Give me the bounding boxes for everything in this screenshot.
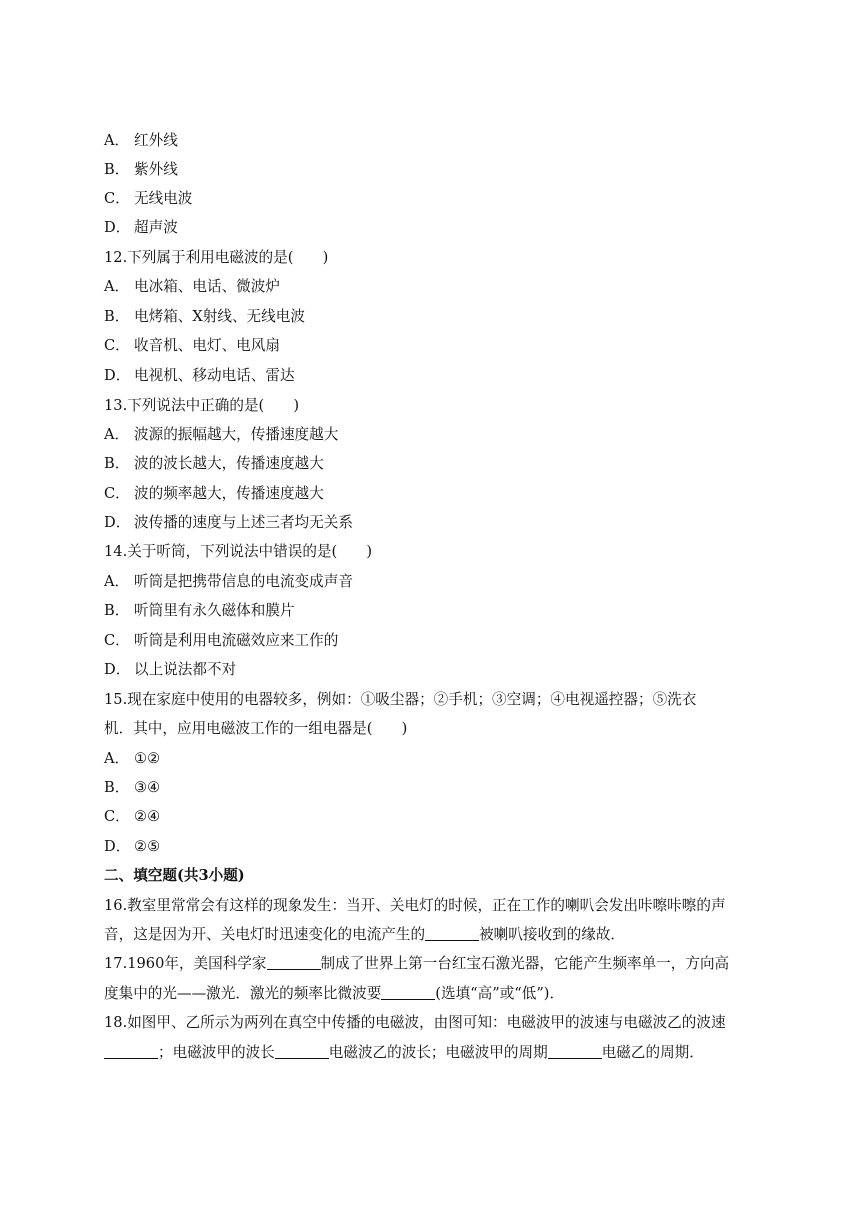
option-letter: B． [104, 455, 130, 472]
option-text: 电烤箱、X射线、无线电波 [134, 308, 305, 325]
option-text: 听筒是把携带信息的电流变成声音 [134, 573, 353, 590]
q12-option-b [104, 307, 305, 327]
option-letter: C． [104, 808, 130, 825]
q18-text-c: 电磁乙的周期． [601, 1044, 704, 1061]
q16-line2 [104, 925, 625, 945]
option-text: ③④ [134, 779, 161, 796]
fill-blank[interactable] [275, 1043, 329, 1059]
q14-option-d [104, 660, 236, 680]
q13-option-a [104, 425, 338, 445]
option-text: 无线电波 [134, 190, 193, 207]
option-text: 听筒是利用电流磁效应来工作的 [134, 632, 339, 649]
option-letter: B． [104, 161, 130, 178]
q11-option-d [104, 218, 178, 238]
option-letter: C． [104, 337, 130, 354]
fill-blank[interactable] [104, 1043, 158, 1059]
option-text: 波的频率越大，传播速度越大 [134, 485, 324, 502]
q14-option-b [104, 601, 295, 621]
option-letter: A． [104, 278, 130, 295]
q18-line1: 18.如图甲、乙所示为两列在真空中传播的电磁波，由图可知：电磁波甲的波速与电磁波乙的波速 [104, 1014, 726, 1031]
q14-option-c [104, 631, 338, 651]
option-letter: C． [104, 485, 130, 502]
option-letter: B． [104, 779, 130, 796]
option-letter: A． [104, 750, 130, 767]
option-text: 听筒里有永久磁体和膜片 [134, 602, 295, 619]
q15-stem-line1: 15.现在家庭中使用的电器较多，例如：①吸尘器；②手机；③空调；④电视遥控器；⑤洗衣 [104, 691, 697, 708]
q18-line2 [104, 1043, 704, 1063]
option-letter: B． [104, 308, 130, 325]
q15-stem-line2: 机．其中，应用电磁波工作的一组电器是( ) [104, 720, 408, 737]
q12-option-a [104, 277, 280, 297]
q16-line1: 16.教室里常常会有这样的现象发生：当开、关电灯的时候，正在工作的喇叭会发出咔嚓咔嚓的声 [104, 897, 726, 914]
q16-text-b: 被喇叭接收到的缘故． [479, 926, 626, 943]
fill-blank[interactable] [381, 984, 435, 1000]
q15-option-b [104, 778, 160, 798]
q18-text-a: ；电磁波甲的波长 [158, 1044, 275, 1061]
q12-option-d [104, 366, 295, 386]
fill-blank[interactable] [267, 954, 321, 970]
q11-option-b [104, 160, 178, 180]
q17-line1 [104, 954, 729, 974]
q11-option-c [104, 189, 192, 209]
q17-line2 [104, 984, 564, 1004]
option-letter: D． [104, 219, 131, 236]
option-letter: A． [104, 573, 130, 590]
section-heading: 二、填空题(共3小题) [104, 867, 245, 884]
option-text: 电冰箱、电话、微波炉 [134, 278, 280, 295]
q13-option-b [104, 454, 324, 474]
q17-text-a: 17.1960年，美国科学家 [104, 955, 267, 972]
option-letter: D． [104, 838, 131, 855]
option-text: 波源的振幅越大，传播速度越大 [134, 426, 339, 443]
option-text: 波的波长越大，传播速度越大 [134, 455, 324, 472]
q17-text-b: 制成了世界上第一台红宝石激光器，它能产生频率单一，方向高 [320, 955, 730, 972]
q12-option-c [104, 336, 280, 356]
q17-text-c: 度集中的光——激光．激光的频率比微波要 [104, 985, 382, 1002]
option-text: 超声波 [134, 219, 178, 236]
option-letter: B． [104, 602, 130, 619]
option-text: 红外线 [134, 132, 178, 149]
option-text: 电视机、移动电话、雷达 [134, 367, 295, 384]
option-letter: A． [104, 426, 130, 443]
q14-option-a [104, 572, 353, 592]
q17-text-d: (选填“高”或“低”)． [435, 985, 565, 1002]
q18-text-b: 电磁波乙的波长；电磁波甲的周期 [328, 1044, 548, 1061]
option-text: ②⑤ [134, 838, 161, 855]
option-text: 波传播的速度与上述三者均无关系 [134, 514, 353, 531]
option-letter: C． [104, 190, 130, 207]
q12-stem: 12.下列属于利用电磁波的是( ) [104, 249, 329, 266]
q15-option-c [104, 807, 160, 827]
fill-blank[interactable] [425, 925, 479, 941]
option-text: ①② [134, 750, 161, 767]
q11-option-a [104, 131, 178, 151]
q14-stem: 14.关于听筒，下列说法中错误的是( ) [104, 543, 373, 560]
q13-option-d [104, 513, 353, 533]
option-text: ②④ [134, 808, 161, 825]
option-text: 以上说法都不对 [134, 661, 237, 678]
option-letter: C． [104, 632, 130, 649]
option-text: 收音机、电灯、电风扇 [134, 337, 280, 354]
q15-option-d [104, 837, 160, 857]
q13-option-c [104, 484, 324, 504]
option-letter: D． [104, 661, 131, 678]
q16-text-a: 音，这是因为开、关电灯时迅速变化的电流产生的 [104, 926, 426, 943]
option-letter: D． [104, 367, 131, 384]
option-letter: D． [104, 514, 131, 531]
fill-blank[interactable] [548, 1043, 602, 1059]
q15-option-a [104, 749, 160, 769]
option-letter: A． [104, 132, 130, 149]
q13-stem: 13.下列说法中正确的是( ) [104, 397, 300, 414]
option-text: 紫外线 [134, 161, 178, 178]
